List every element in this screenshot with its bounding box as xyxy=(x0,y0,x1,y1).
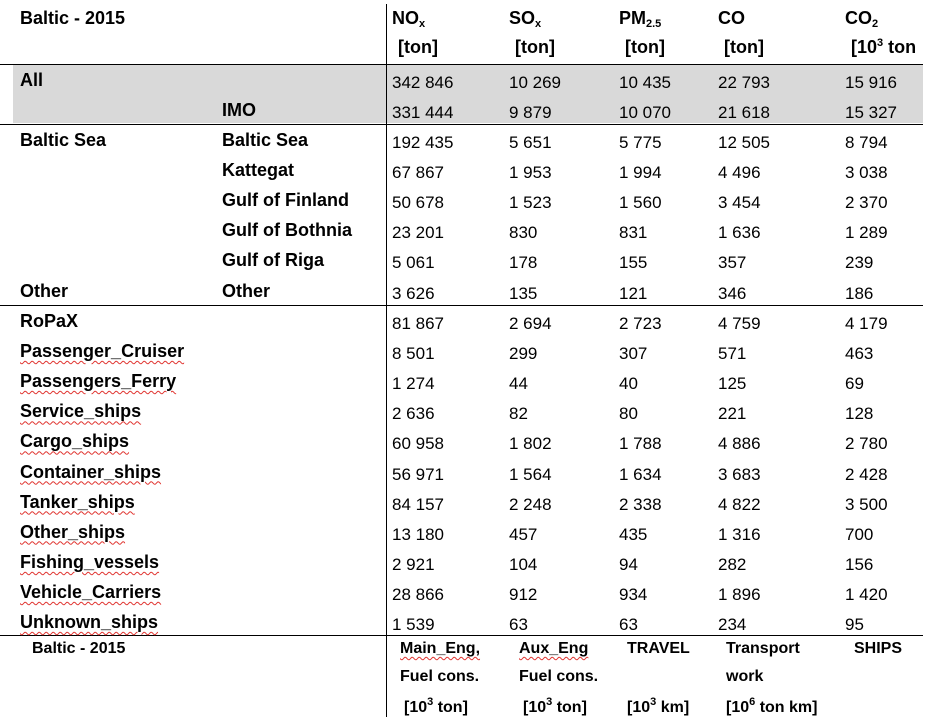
table-cell: 830 xyxy=(509,223,538,243)
footer-travel-unit: [$10^3$ km] xyxy=(627,696,690,716)
row-label-ship_section-5: Container_ships xyxy=(20,461,162,482)
table-cell: 5 775 xyxy=(619,133,662,152)
table-cell: 94 xyxy=(619,554,638,574)
row-label-ship_section-6: Tanker_ships xyxy=(20,491,135,512)
table-cell: 69 xyxy=(845,374,864,394)
table-cell: 234 xyxy=(718,615,747,634)
table-cell: 178 xyxy=(509,253,538,273)
table-cell: 435 xyxy=(619,524,648,544)
footer-main-eng-label: Main_Eng, xyxy=(400,640,481,657)
table-cell: 56 971 xyxy=(392,464,444,484)
table-cell: 81 867 xyxy=(392,314,444,333)
footer-transport-unit: [$10^6$ ton km] xyxy=(726,696,818,716)
table-cell: 2 723 xyxy=(619,314,662,333)
table-cell: 84 157 xyxy=(392,494,444,514)
table-cell: 9 879 xyxy=(509,103,552,122)
table-cell: 82 xyxy=(509,404,528,424)
row-divider-ships xyxy=(0,635,923,636)
pollutant-unit-2: [ton] xyxy=(625,37,665,57)
table-cell: 934 xyxy=(619,584,648,604)
pollutant-name-2: $PM_{2.5}$ xyxy=(619,8,662,30)
row-label-ship_section-7: Other_ships xyxy=(20,521,126,542)
footer-main-eng-unit: [$10^3$ ton] xyxy=(404,696,468,716)
row-sublabel-area_section-4: Gulf of Riga xyxy=(222,250,324,271)
table-cell: 128 xyxy=(845,404,874,424)
table-cell: 1 289 xyxy=(845,223,888,243)
row-label-ship_section-10: Unknown_ships xyxy=(20,612,159,632)
table-cell: 28 866 xyxy=(392,584,444,604)
column-divider xyxy=(386,4,387,636)
table-cell: 44 xyxy=(509,374,528,394)
table-cell: 282 xyxy=(718,554,747,574)
table-cell: 342 846 xyxy=(392,73,454,92)
table-cell: 2 694 xyxy=(509,314,552,333)
row-label-all_section-0: All xyxy=(20,70,44,90)
table-cell: 80 xyxy=(619,404,638,424)
row-label-area_section-0: Baltic Sea xyxy=(20,130,107,150)
table-cell: 463 xyxy=(845,344,874,364)
pollutant-unit-3: [ton] xyxy=(724,37,764,57)
table-cell: 831 xyxy=(619,223,648,243)
table-cell: 95 xyxy=(845,615,864,634)
table-cell: 156 xyxy=(845,554,874,574)
table-cell: 307 xyxy=(619,344,648,364)
row-sublabel-area_section-0: Baltic Sea xyxy=(222,130,309,150)
row-sublabel-area_section-5: Other xyxy=(222,280,271,301)
table-cell: 700 xyxy=(845,524,874,544)
pollutant-name-4: $CO_2$ xyxy=(845,8,879,30)
row-sublabel-area_section-1: Kattegat xyxy=(222,160,295,181)
table-cell: 5 651 xyxy=(509,133,552,152)
table-cell: 2 636 xyxy=(392,404,435,424)
table-cell: 2 921 xyxy=(392,554,435,574)
row-label-ship_section-2: Passengers_Ferry xyxy=(20,371,177,392)
table-cell: 21 618 xyxy=(718,103,770,122)
table-cell: 12 505 xyxy=(718,133,770,152)
pollutant-name-3: CO xyxy=(718,8,745,28)
footer-main-eng-label-2: Fuel cons. xyxy=(400,668,480,685)
table-cell: 1 539 xyxy=(392,615,435,634)
table-cell: 3 454 xyxy=(718,193,761,213)
table-cell: 1 420 xyxy=(845,584,888,604)
row-sublabel-area_section-3: Gulf of Bothnia xyxy=(222,220,352,241)
table-cell: 571 xyxy=(718,344,747,364)
table-cell: 239 xyxy=(845,253,874,273)
table-cell: 2 780 xyxy=(845,434,888,454)
table-cell: 1 636 xyxy=(718,223,761,243)
table-cell: 1 523 xyxy=(509,193,552,213)
footer-transport-label: Transport xyxy=(726,640,800,657)
table-cell: 1 564 xyxy=(509,464,552,484)
row-divider-all xyxy=(0,124,923,125)
table-cell: 331 444 xyxy=(392,103,454,122)
table-cell: 1 788 xyxy=(619,434,662,454)
table-cell: 2 338 xyxy=(619,494,662,514)
table-cell: 125 xyxy=(718,374,747,394)
table-cell: 2 370 xyxy=(845,193,888,213)
table-cell: 3 038 xyxy=(845,163,888,183)
table-cell: 8 794 xyxy=(845,133,888,152)
table-cell: 1 560 xyxy=(619,193,662,213)
table-cell: 121 xyxy=(619,283,648,303)
table-cell: 3 500 xyxy=(845,494,888,514)
table-cell: 1 896 xyxy=(718,584,761,604)
footer-travel-label: TRAVEL xyxy=(627,640,690,657)
footer-transport-label-2: work xyxy=(726,668,764,685)
table-cell: 10 070 xyxy=(619,103,671,122)
table-cell: 192 435 xyxy=(392,133,454,152)
footer-title: Baltic - 2015 xyxy=(32,640,126,657)
table-cell: 346 xyxy=(718,283,747,303)
table-cell: 912 xyxy=(509,584,538,604)
row-label-ship_section-9: Vehicle_Carriers xyxy=(20,581,162,602)
table-cell: 23 201 xyxy=(392,223,444,243)
table-cell: 10 269 xyxy=(509,73,561,92)
row-label-ship_section-0: RoPaX xyxy=(20,311,79,331)
row-sublabel-all_section-1: IMO xyxy=(222,100,256,120)
table-cell: 67 867 xyxy=(392,163,444,183)
table-cell: 1 274 xyxy=(392,374,435,394)
footer-ships-label: SHIPS xyxy=(854,640,903,657)
pollutant-unit-0: [ton] xyxy=(398,37,438,57)
table-cell: 104 xyxy=(509,554,538,574)
footer-column-divider xyxy=(386,636,387,717)
row-divider-header xyxy=(0,64,923,65)
row-label-ship_section-4: Cargo_ships xyxy=(20,431,130,452)
table-cell: 186 xyxy=(845,283,874,303)
table-cell: 13 180 xyxy=(392,524,444,544)
table-title: Baltic - 2015 xyxy=(20,8,126,28)
table-cell: 155 xyxy=(619,253,648,273)
table-cell: 8 501 xyxy=(392,344,435,364)
table-cell: 1 802 xyxy=(509,434,552,454)
table-cell: 1 953 xyxy=(509,163,552,183)
table-cell: 60 958 xyxy=(392,434,444,454)
footer-aux-eng-label-2: Fuel cons. xyxy=(519,668,599,685)
table-cell: 4 759 xyxy=(718,314,761,333)
table-cell: 135 xyxy=(509,283,538,303)
table-cell: 15 327 xyxy=(845,103,897,122)
footer-aux-eng-unit: [$10^3$ ton] xyxy=(523,696,587,716)
table-cell: 2 428 xyxy=(845,464,888,484)
table-cell: 5 061 xyxy=(392,253,435,273)
row-sublabel-area_section-2: Gulf of Finland xyxy=(222,190,349,211)
pollutant-name-1: $SO_x$ xyxy=(509,8,542,30)
table-cell: 40 xyxy=(619,374,638,394)
table-cell: 1 634 xyxy=(619,464,662,484)
table-cell: 4 822 xyxy=(718,494,761,514)
row-label-area_section-5: Other xyxy=(20,280,69,301)
table-cell: 50 678 xyxy=(392,193,444,213)
table-cell: 63 xyxy=(619,615,638,634)
table-cell: 4 886 xyxy=(718,434,761,454)
row-label-ship_section-8: Fishing_vessels xyxy=(20,551,160,572)
table-cell: 299 xyxy=(509,344,538,364)
row-label-ship_section-1: Passenger_Cruiser xyxy=(20,341,185,362)
table-cell: 22 793 xyxy=(718,73,770,92)
table-cell: 3 626 xyxy=(392,283,435,303)
table-cell: 4 179 xyxy=(845,314,888,333)
table-cell: 63 xyxy=(509,615,528,634)
row-divider-area xyxy=(0,305,923,306)
table-cell: 15 916 xyxy=(845,73,897,92)
table-cell: 2 248 xyxy=(509,494,552,514)
all-rows-shading xyxy=(13,64,923,123)
table-cell: 10 435 xyxy=(619,73,671,92)
row-label-ship_section-3: Service_ships xyxy=(20,401,142,422)
table-cell: 1 316 xyxy=(718,524,761,544)
table-cell: 3 683 xyxy=(718,464,761,484)
pollutant-name-0: $NO_x$ xyxy=(392,8,426,30)
table-cell: 357 xyxy=(718,253,747,273)
table-cell: 1 994 xyxy=(619,163,662,183)
table-cell: 4 496 xyxy=(718,163,761,183)
table-cell: 457 xyxy=(509,524,538,544)
pollutant-unit-1: [ton] xyxy=(515,37,555,57)
table-cell: 221 xyxy=(718,404,747,424)
pollutant-unit-4: [$10^3$ ton xyxy=(851,37,917,57)
footer-aux-eng-label: Aux_Eng xyxy=(519,640,589,657)
